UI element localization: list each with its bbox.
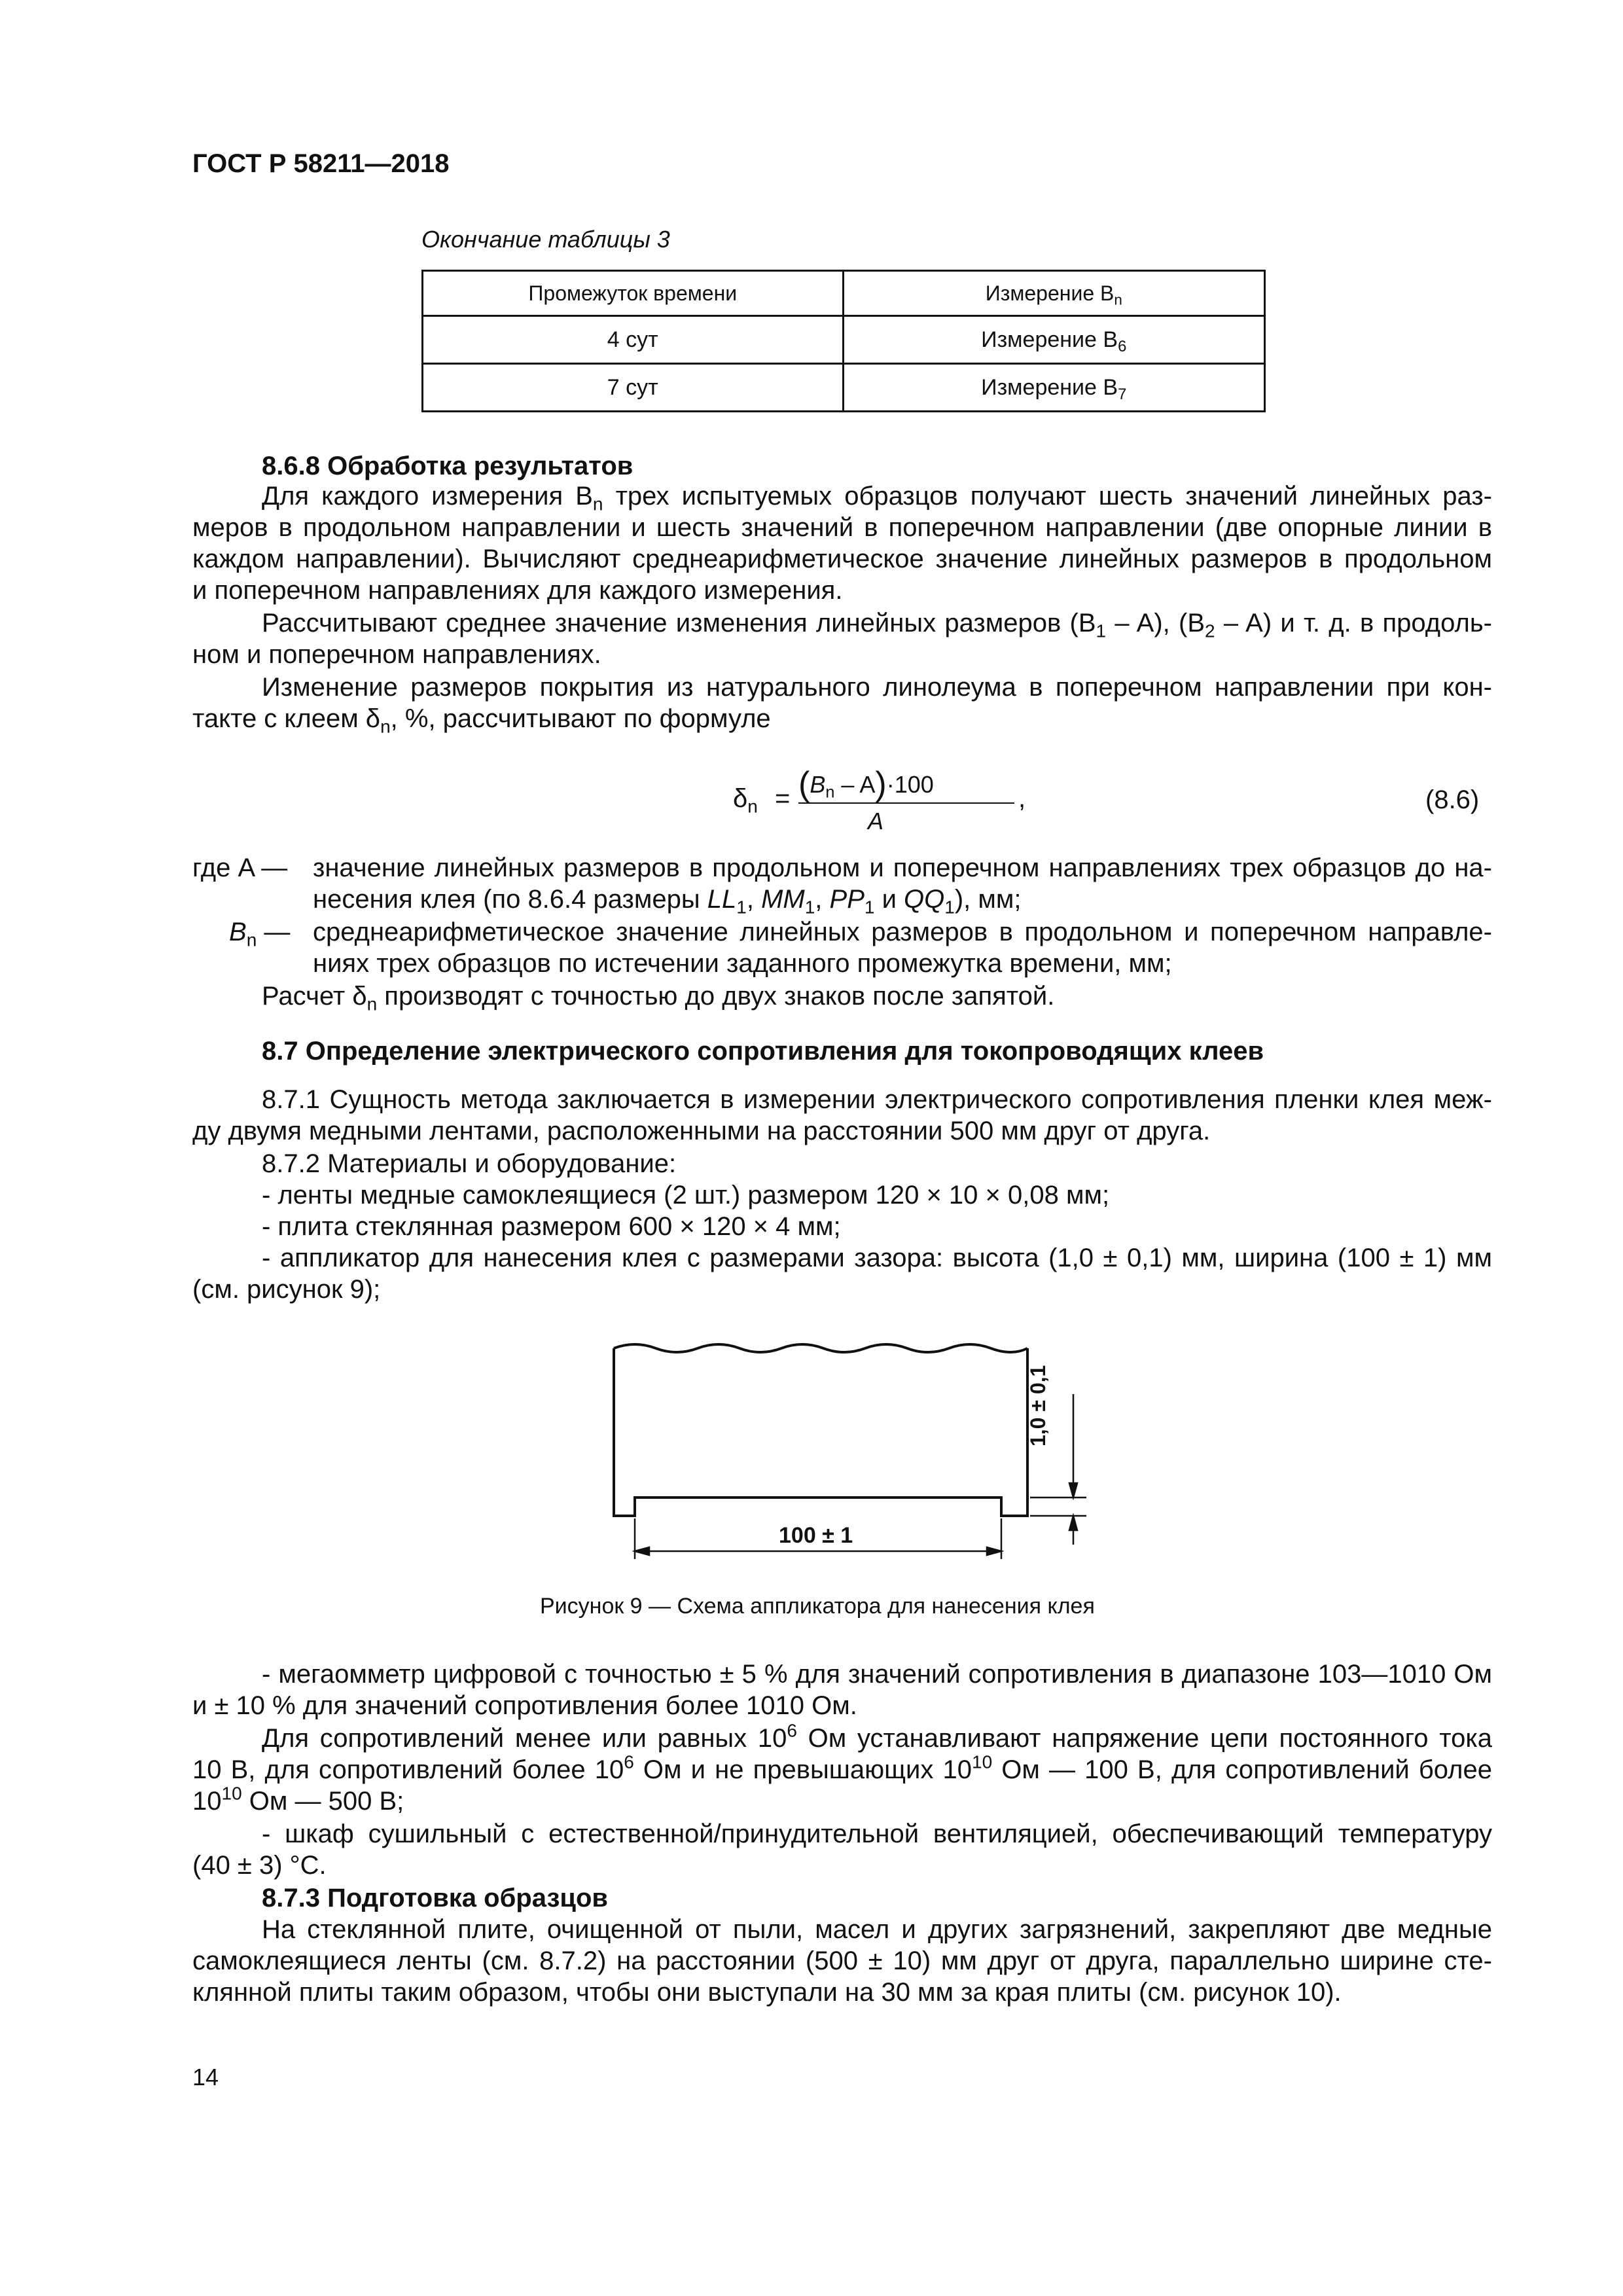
where-a-line2: несения клея (по 8.6.4 размеры $LL_1$, $MM_1$, $PP_1$ и $QQ_1$), мм; <box>313 885 1022 918</box>
paragraph-line: такте с клеем $\delta_n$, %, рассчитывают по формуле <box>192 704 771 737</box>
formula-8-6 <box>733 764 1026 843</box>
list-item: - аппликатор для нанесения клея с размерами зазора: высота (1,0 ± 0,1) мм, ширина (100 ± 1) мм <box>262 1244 1492 1272</box>
applicator-outline <box>614 1348 1027 1516</box>
where-a-line1: значение линейных размеров в продольном и поперечном направлениях трех образцов до на- <box>313 853 1492 882</box>
list-item-continuation: (см. рисунок 9); <box>192 1275 381 1304</box>
where-b-line2: ниях трех образцов по истечении заданного промежутка времени, мм; <box>313 949 1172 978</box>
list-item: - шкаф сушильный с естественной/принудительной вентиляцией, обеспечивающий температуру <box>262 1820 1492 1848</box>
formula-number: (8.6) <box>1425 785 1480 814</box>
height-label: 1,0 ± 0,1 <box>1026 1365 1050 1446</box>
figure-caption: Рисунок 9 — Схема аппликатора для нанесения клея <box>540 1594 1095 1619</box>
paragraph-line: $10^{10}$ Ом — 500 В; <box>192 1783 404 1816</box>
paragraph-line: каждом направлении). Вычисляют среднеарифметическое значение линейных размеров в продольном <box>192 545 1492 573</box>
list-item: - ленты медные самоклеящиеся (2 шт.) размером 120 × 10 × 0,08 мм; <box>262 1181 1110 1210</box>
table-cell-period: 7 сут <box>423 364 844 412</box>
paragraph-line: самоклеящиеся ленты (см. 8.7.2) на расстоянии (500 ± 10) мм друг от друга, параллельно ширине сте- <box>192 1946 1492 1975</box>
paragraph-line: 10 В, для сопротивлений более $10^6$ Ом и не превышающих $10^{10}$ Ом — 100 В, для сопротивлений более <box>192 1751 1493 1784</box>
paragraph-line: клянной плиты таким образом, чтобы они выступали на 30 мм за края плиты (см. рисунок 10). <box>192 1978 1342 2007</box>
table-row <box>423 316 1265 364</box>
table-row <box>423 364 1265 412</box>
paragraph-line: 8.7.1 Сущность метода заключается в измерении электрического сопротивления пленки клея меж- <box>262 1085 1492 1114</box>
paragraph-line: 8.7.2 Материалы и оборудование: <box>262 1149 677 1178</box>
table-cell-period: 4 сут <box>423 316 844 364</box>
paragraph-line: ду двумя медными лентами, расположенными на расстоянии 500 мм друг от друга. <box>192 1117 1211 1145</box>
paragraph-line: и поперечном направлениях для каждого измерения. <box>192 576 843 605</box>
width-label: 100 ± 1 <box>779 1523 853 1548</box>
precision-note: Расчет $\delta_n$ производят с точностью до двух знаков после запятой. <box>262 982 1055 1014</box>
table-cell-measure: Измерение $B_7$ <box>843 364 1265 412</box>
paragraph-line: меров в продольном направлении и шесть значений в поперечном направлении (две опорные линии в <box>192 513 1492 542</box>
list-item-continuation: и ± 10 % для значений сопротивления более 1010 Ом. <box>192 1691 857 1720</box>
list-item-continuation: (40 ± 3) °С. <box>192 1851 327 1880</box>
section-heading-868: 8.6.8 Обработка результатов <box>262 452 633 480</box>
table-header-period: Промежуток времени <box>423 271 844 316</box>
page-number: 14 <box>192 2064 219 2090</box>
section-heading-87: 8.7 Определение электрического сопротивления для токопроводящих клеев <box>262 1037 1264 1066</box>
applicator-body <box>614 1344 1027 1516</box>
where-b-line1: среднеарифметическое значение линейных размеров в продольном и поперечном направле- <box>313 918 1492 946</box>
table-cell-measure: Измерение $B_6$ <box>843 316 1265 364</box>
formula-comma: , <box>1018 784 1026 813</box>
table-header-measure: Измерение $B_n$ <box>843 271 1265 316</box>
table-3 <box>421 270 1266 412</box>
table-header-row <box>423 271 1265 316</box>
formula-lhs: $\delta_n$ <box>733 784 758 817</box>
list-item: - мегаомметр цифровой с точностью ± 5 % для значений сопротивления в диапазоне 103—1010 Ом <box>262 1660 1492 1689</box>
list-item: - плита стеклянная размером 600 × 120 × 4 мм; <box>262 1212 841 1241</box>
fraction-bar <box>798 802 1014 804</box>
formula-denominator: A <box>868 808 884 834</box>
paragraph-line: Рассчитывают среднее значение изменения линейных размеров $(B_1 - A)$, $(B_2 - A)$ и т. д. в продоль- <box>262 609 1492 641</box>
paragraph-line: Для каждого измерения $B_n$ трех испытуемых образцов получают шесть значений линейных раз- <box>262 482 1492 514</box>
paragraph-line: Для сопротивлений менее или равных $10^6$ Ом устанавливают напряжение цепи постоянного тока <box>262 1720 1492 1753</box>
table-caption: Окончание таблицы 3 <box>421 226 670 253</box>
section-heading-873: 8.7.3 Подготовка образцов <box>262 1884 608 1912</box>
paragraph-line: На стеклянной плите, очищенной от пыли, масел и других загрязнений, закрепляют две медные <box>262 1915 1492 1944</box>
document-code: ГОСТ Р 58211—2018 <box>192 149 450 178</box>
where-label-a: где A — <box>192 853 288 882</box>
formula-numerator: $(B_n - A)\cdot 100$ <box>798 765 934 803</box>
paragraph-line: Изменение размеров покрытия из натурального линолеума в поперечном направлении при кон- <box>262 673 1492 702</box>
where-label-b: $B_n$ — <box>229 918 291 950</box>
wavy-break-line <box>614 1344 1027 1352</box>
formula-equals: = <box>775 784 791 813</box>
paragraph-line: ном и поперечном направлениях. <box>192 640 601 669</box>
